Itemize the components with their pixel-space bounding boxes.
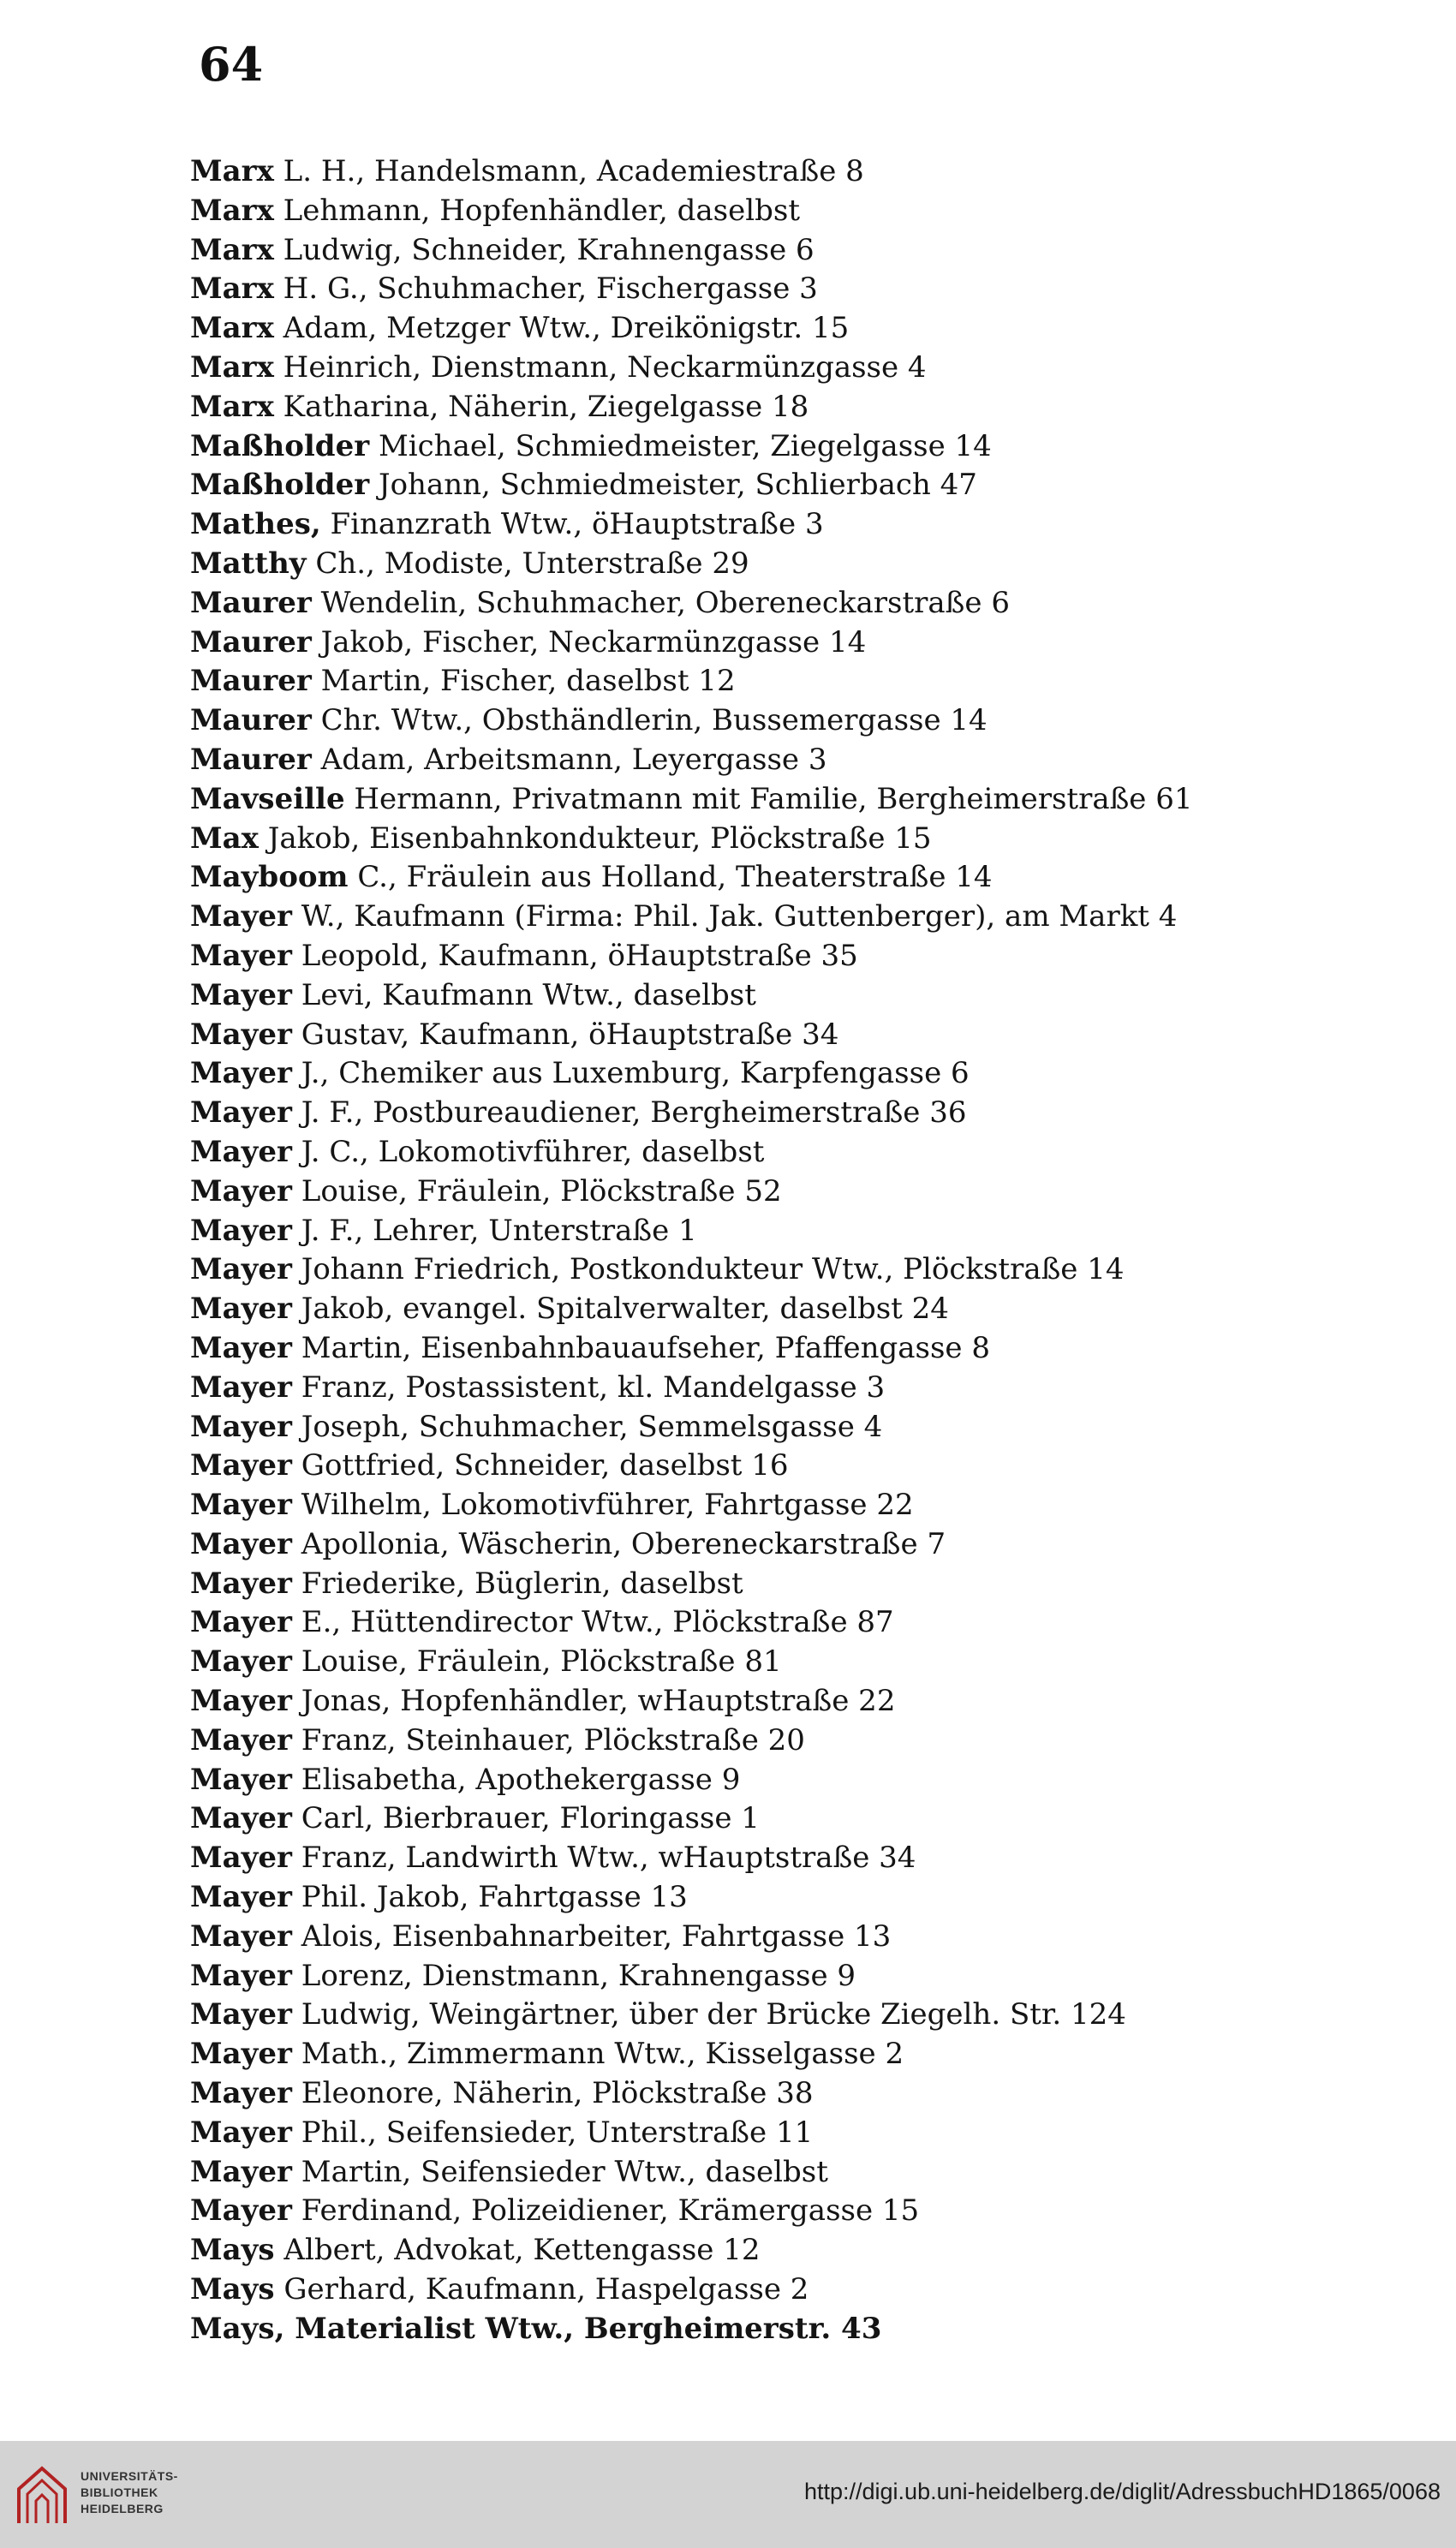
entry-surname: Marx [190, 311, 274, 346]
entry-details: Chr. Wtw., Obsthändlerin, Bussemergasse 14 [320, 703, 988, 738]
directory-entry [190, 2114, 1441, 2153]
logo-line: UNIVERSITÄTS- [81, 2469, 178, 2483]
directory-entry [190, 1408, 1441, 1447]
directory-entry [190, 349, 1441, 388]
entry-details: Joseph, Schuhmacher, Semmelsgasse 4 [301, 1409, 883, 1444]
directory-entry [190, 937, 1441, 976]
entry-surname: Mayer [190, 1134, 292, 1169]
entry-details: Apollonia, Wäscherin, Obereneckarstraße 7 [301, 1526, 946, 1561]
entry-details: Elisabetha, Apothekergasse 9 [301, 1762, 741, 1797]
directory-entry [190, 1290, 1441, 1329]
directory-entry [190, 1525, 1441, 1565]
directory-entry [190, 701, 1441, 741]
directory-entry [190, 1565, 1441, 1604]
entry-details: Lehmann, Hopfenhändler, daselbst [283, 193, 800, 228]
entry-surname: Marx [190, 232, 274, 267]
directory-entry [190, 1839, 1441, 1878]
entry-surname: Mayer [190, 1958, 292, 1993]
entry-surname: Mayer [190, 1684, 292, 1719]
entry-surname: Mays [190, 2233, 275, 2268]
entry-surname: Marx [190, 272, 274, 307]
entry-details: C., Fräulein aus Holland, Theaterstraße 14 [357, 860, 993, 895]
entry-surname: Mays, [190, 2311, 285, 2346]
entry-details: Martin, Fischer, daselbst 12 [320, 664, 736, 699]
entry-details: J. F., Postbureaudiener, Bergheimerstraße 36 [301, 1095, 967, 1131]
directory-entry [190, 2074, 1441, 2114]
entry-surname: Mayer [190, 1997, 292, 2032]
entry-surname: Mayer [190, 1918, 292, 1954]
entry-details: Wilhelm, Lokomotivführer, Fahrtgasse 22 [301, 1488, 914, 1523]
entry-surname: Mayer [190, 1095, 292, 1131]
entry-details: Adam, Metzger Wtw., Dreikönigstr. 15 [283, 311, 850, 346]
entry-surname: Mayboom [190, 860, 349, 895]
directory-entry [190, 2192, 1441, 2231]
directory-entry [190, 1054, 1441, 1094]
entry-details: Math., Zimmermann Wtw., Kisselgasse 2 [301, 2037, 904, 2072]
logo-line: BIBLIOTHEK [81, 2485, 158, 2499]
directory-entry [190, 1761, 1441, 1800]
directory-entry [190, 545, 1441, 584]
entry-details: Leopold, Kaufmann, öHauptstraße 35 [301, 938, 858, 973]
entry-surname: Mayer [190, 1252, 292, 1287]
entry-details: Materialist Wtw., Bergheimerstr. 43 [295, 2311, 882, 2346]
entry-surname: Mayer [190, 1330, 292, 1365]
entry-details: Jonas, Hopfenhändler, wHauptstraße 22 [301, 1684, 896, 1719]
entry-details: H. G., Schuhmacher, Fischergasse 3 [283, 272, 818, 307]
directory-entry [190, 858, 1441, 898]
entry-details: Gustav, Kaufmann, öHauptstraße 34 [301, 1017, 839, 1052]
entry-surname: Max [190, 820, 259, 856]
entry-details: Phil., Seifensieder, Unterstraße 11 [301, 2115, 814, 2150]
directory-entry [190, 505, 1441, 545]
directory-entry [190, 662, 1441, 701]
entry-details: J. F., Lehrer, Unterstraße 1 [301, 1213, 697, 1248]
directory-entry [190, 2310, 1441, 2349]
entry-surname: Maurer [190, 703, 312, 738]
entry-surname: Mayer [190, 1409, 292, 1444]
directory-entry [190, 624, 1441, 663]
directory-entry [190, 1957, 1441, 1996]
entry-details: Ludwig, Weingärtner, über der Brücke Ziegelh. Str. 124 [301, 1997, 1126, 2032]
entry-surname: Mayer [190, 899, 292, 934]
entry-surname: Maßholder [190, 428, 370, 463]
entry-surname: Mayer [190, 977, 292, 1012]
entry-surname: Maurer [190, 624, 312, 659]
entry-surname: Mayer [190, 1566, 292, 1601]
entry-details: Jakob, evangel. Spitalverwalter, daselbst 24 [301, 1292, 949, 1327]
entry-details: Ferdinand, Polizeidiener, Krämergasse 15 [301, 2193, 920, 2229]
entry-surname: Mayer [190, 1722, 292, 1757]
footer-bar [0, 2441, 1456, 2548]
entry-details: Franz, Landwirth Wtw., wHauptstraße 34 [301, 1841, 916, 1876]
entry-surname: Maurer [190, 664, 312, 699]
entry-details: J., Chemiker aus Luxemburg, Karpfengasse 6 [301, 1056, 970, 1091]
entry-details: Michael, Schmiedmeister, Ziegelgasse 14 [378, 428, 992, 463]
entry-details: Johann, Schmiedmeister, Schlierbach 47 [378, 468, 977, 503]
directory-entry [190, 1250, 1441, 1290]
entry-surname: Mayer [190, 1841, 292, 1876]
directory-entry [190, 780, 1441, 820]
entry-surname: Maßholder [190, 468, 370, 503]
entry-details: Lorenz, Dienstmann, Krahnengasse 9 [301, 1958, 856, 1993]
entry-details: Louise, Fräulein, Plöckstraße 81 [301, 1644, 782, 1680]
entry-details: Finanzrath Wtw., öHauptstraße 3 [330, 507, 824, 542]
directory-entry [190, 1918, 1441, 1957]
entry-surname: Mayer [190, 1762, 292, 1797]
entry-surname: Mayer [190, 1880, 292, 1915]
entry-surname: Mayer [190, 2193, 292, 2229]
entry-details: Friederike, Büglerin, daselbst [301, 1566, 743, 1601]
entry-details: Carl, Bierbrauer, Floringasse 1 [301, 1801, 760, 1836]
entry-surname: Mayer [190, 1448, 292, 1483]
page-number: 64 [199, 37, 264, 92]
entry-surname: Marx [190, 349, 274, 385]
directory-entry [190, 2271, 1441, 2310]
entry-details: Adam, Arbeitsmann, Leyergasse 3 [320, 742, 827, 777]
library-logo-text [81, 2468, 178, 2517]
directory-entry [190, 2231, 1441, 2271]
library-seal-icon [12, 2463, 72, 2528]
entry-surname: Mayer [190, 1173, 292, 1208]
directory-entry [190, 309, 1441, 349]
directory-entry [190, 427, 1441, 467]
entry-details: Eleonore, Näherin, Plöckstraße 38 [301, 2076, 814, 2111]
directory-entry [190, 152, 1441, 192]
entry-surname: Maurer [190, 585, 312, 620]
entry-details: J. C., Lokomotivführer, daselbst [301, 1134, 765, 1169]
entry-surname: Mayer [190, 1605, 292, 1640]
directory-entry [190, 1996, 1441, 2035]
directory-entry [190, 2153, 1441, 2193]
library-logo[interactable] [12, 2458, 192, 2535]
entry-surname: Marx [190, 389, 274, 424]
directory-entry [190, 741, 1441, 780]
entry-surname: Maurer [190, 742, 312, 777]
directory-entry [190, 1094, 1441, 1133]
entry-surname: Marx [190, 154, 274, 188]
entry-details: L. H., Handelsmann, Academiestraße 8 [283, 154, 864, 188]
entry-details: Franz, Steinhauer, Plöckstraße 20 [301, 1722, 805, 1757]
directory-entry [190, 1133, 1441, 1173]
entry-details: Albert, Advokat, Kettengasse 12 [283, 2233, 761, 2268]
entry-details: Heinrich, Dienstmann, Neckarmünzgasse 4 [283, 349, 927, 385]
entry-details: Jakob, Fischer, Neckarmünzgasse 14 [320, 624, 867, 659]
directory-entry [190, 898, 1441, 937]
entry-details: Ch., Modiste, Unterstraße 29 [315, 546, 749, 581]
entry-details: Gerhard, Kaufmann, Haspelgasse 2 [283, 2272, 809, 2307]
entry-surname: Mayer [190, 1644, 292, 1680]
entry-surname: Mayer [190, 1213, 292, 1248]
entry-surname: Mayer [190, 2037, 292, 2072]
entry-details: Wendelin, Schuhmacher, Obereneckarstraße 6 [320, 585, 1010, 620]
directory-entry [190, 466, 1441, 505]
entry-surname: Mayer [190, 2115, 292, 2150]
directory-entry [190, 1682, 1441, 1722]
entry-details: W., Kaufmann (Firma: Phil. Jak. Guttenberger), am Markt 4 [301, 899, 1178, 934]
entry-surname: Mayer [190, 1292, 292, 1327]
entry-surname: Mayer [190, 1017, 292, 1052]
entry-details: Martin, Eisenbahnbauaufseher, Pfaffengasse 8 [301, 1330, 990, 1365]
entry-surname: Mayer [190, 1801, 292, 1836]
entry-details: Phil. Jakob, Fahrtgasse 13 [301, 1880, 688, 1915]
directory-entry [190, 1722, 1441, 1761]
directory-entry [190, 1173, 1441, 1212]
directory-entry [190, 1212, 1441, 1251]
entry-details: Hermann, Privatmann mit Familie, Bergheimerstraße 61 [354, 781, 1193, 816]
entry-details: Martin, Seifensieder Wtw., daselbst [301, 2154, 828, 2189]
entry-details: Gottfried, Schneider, daselbst 16 [301, 1448, 789, 1483]
directory-entry [190, 231, 1441, 271]
entry-surname: Marx [190, 193, 274, 228]
directory-entry [190, 976, 1441, 1016]
entry-surname: Mayer [190, 2154, 292, 2189]
directory-entry-list [190, 152, 1441, 2349]
directory-entry [190, 1016, 1441, 1055]
directory-entry [190, 1603, 1441, 1643]
entry-details: Alois, Eisenbahnarbeiter, Fahrtgasse 13 [301, 1918, 892, 1954]
directory-entry [190, 584, 1441, 624]
entry-details: Levi, Kaufmann Wtw., daselbst [301, 977, 756, 1012]
entry-surname: Mayer [190, 938, 292, 973]
logo-line: HEIDELBERG [81, 2502, 164, 2515]
entry-surname: Mays [190, 2272, 275, 2307]
directory-entry [190, 1799, 1441, 1839]
directory-entry [190, 1329, 1441, 1369]
entry-details: E., Hüttendirector Wtw., Plöckstraße 87 [301, 1605, 894, 1640]
directory-entry [190, 270, 1441, 309]
directory-entry [190, 1643, 1441, 1682]
entry-surname: Mathes, [190, 507, 321, 542]
entry-surname: Mavseille [190, 781, 345, 816]
entry-details: Johann Friedrich, Postkondukteur Wtw., Plöckstraße 14 [301, 1252, 1125, 1287]
source-url-link[interactable]: http://digi.ub.uni-heidelberg.de/diglit/AdressbuchHD1865/0068 [803, 2479, 1441, 2504]
directory-entry [190, 192, 1441, 231]
entry-surname: Mayer [190, 2076, 292, 2111]
entry-details: Franz, Postassistent, kl. Mandelgasse 3 [301, 1369, 886, 1405]
directory-entry [190, 820, 1441, 859]
entry-details: Louise, Fräulein, Plöckstraße 52 [301, 1173, 782, 1208]
directory-entry [190, 1878, 1441, 1918]
entry-details: Ludwig, Schneider, Krahnengasse 6 [283, 232, 815, 267]
entry-details: Katharina, Näherin, Ziegelgasse 18 [283, 389, 809, 424]
directory-entry [190, 2035, 1441, 2074]
directory-entry [190, 1369, 1441, 1408]
entry-surname: Matthy [190, 546, 307, 581]
directory-entry [190, 1486, 1441, 1525]
directory-entry [190, 1447, 1441, 1486]
directory-entry [190, 388, 1441, 427]
entry-surname: Mayer [190, 1056, 292, 1091]
entry-details: Jakob, Eisenbahnkondukteur, Plöckstraße 15 [267, 820, 932, 856]
entry-surname: Mayer [190, 1488, 292, 1523]
entry-surname: Mayer [190, 1526, 292, 1561]
entry-surname: Mayer [190, 1369, 292, 1405]
